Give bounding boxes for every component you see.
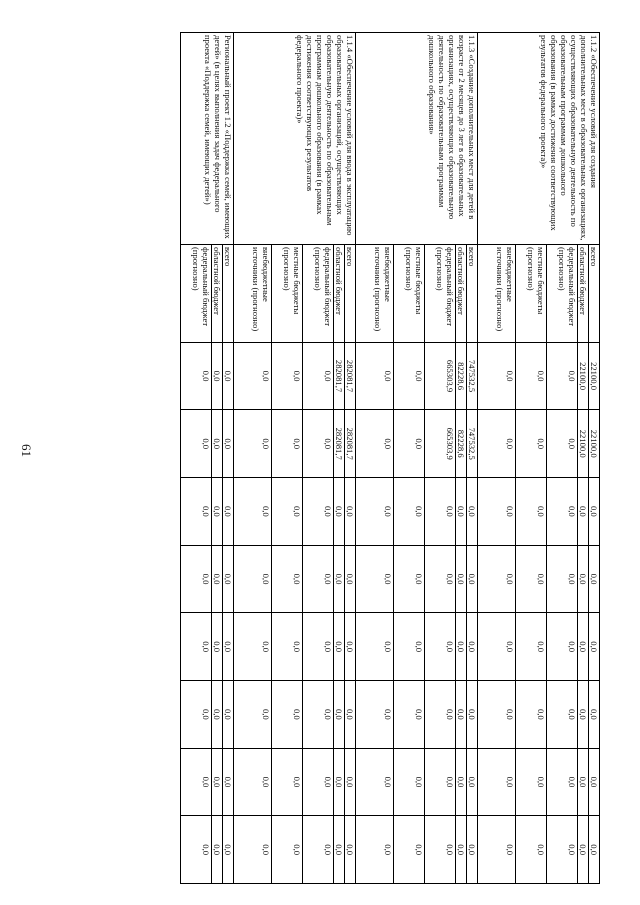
amount-cell: 0,0 [456,478,467,546]
amount-cell: 0,0 [467,680,478,748]
amount-cell: 0,0 [547,342,578,410]
amount-cell: 0,0 [334,680,345,748]
amount-cell: 0,0 [394,613,425,681]
amount-cell: 0,0 [589,680,600,748]
funding-source: федеральный бюджет (прогнозно) [181,244,212,342]
amount-cell: 0,0 [212,342,223,410]
amount-cell: 0,0 [467,478,478,546]
amount-cell: 0,0 [394,410,425,478]
amount-cell: 0,0 [425,680,456,748]
funding-source: областной бюджет [456,244,467,342]
amount-cell: 0,0 [589,816,600,884]
amount-cell: 0,0 [334,545,345,613]
funding-source: всего [345,244,356,342]
amount-cell: 0,0 [394,748,425,816]
amount-cell: 0,0 [394,478,425,546]
amount-cell: 0,0 [223,342,234,410]
amount-cell: 0,0 [272,478,303,546]
amount-cell: 0,0 [212,545,223,613]
amount-cell: 0,0 [334,613,345,681]
amount-cell: 0,0 [181,613,212,681]
amount-cell: 0,0 [272,545,303,613]
amount-cell: 0,0 [547,613,578,681]
amount-cell: 22100,0 [589,342,600,410]
amount-cell: 0,0 [425,478,456,546]
amount-cell: 0,0 [223,478,234,546]
measure-description: 1.1.4 «Обеспечение условий для ввода в эксплуатацию образовательных организаций, осуществляющих образовательную деятельность по образовательным программам дошкольного образования (в рамках достижения соответствующих результатов федерального проекта)» [234,33,356,245]
amount-cell: 0,0 [303,613,334,681]
amount-cell: 0,0 [516,680,547,748]
amount-cell: 0,0 [234,748,272,816]
amount-cell: 0,0 [478,545,516,613]
funding-source: областной бюджет [212,244,223,342]
amount-cell: 0,0 [356,680,394,748]
amount-cell: 0,0 [589,478,600,546]
amount-cell: 0,0 [181,478,212,546]
funding-source: внебюджетные источники (прогнозно) [356,244,394,342]
amount-cell: 0,0 [547,410,578,478]
amount-cell: 0,0 [467,816,478,884]
amount-cell: 0,0 [212,478,223,546]
measure-description: 1.1.3 «Создание дополнительных мест для детей в возрасте от 2 месяцев до 3 лет в образовательных организациях, осуществляющих образовательную деятельность по образовательным программам дошкольного образования» [356,33,478,245]
amount-cell: 0,0 [345,680,356,748]
funding-source: федеральный бюджет (прогнозно) [547,244,578,342]
amount-cell: 0,0 [272,748,303,816]
amount-cell: 0,0 [272,342,303,410]
amount-cell: 747532,5 [467,342,478,410]
amount-cell: 0,0 [223,748,234,816]
amount-cell: 22100,0 [578,410,589,478]
budget-table [180,32,600,884]
amount-cell: 0,0 [223,680,234,748]
amount-cell: 0,0 [345,748,356,816]
amount-cell: 0,0 [234,478,272,546]
amount-cell: 0,0 [234,680,272,748]
amount-cell: 0,0 [547,545,578,613]
amount-cell: 0,0 [272,816,303,884]
amount-cell: 0,0 [578,545,589,613]
amount-cell: 0,0 [394,545,425,613]
amount-cell: 0,0 [223,410,234,478]
amount-cell: 747532,5 [467,410,478,478]
amount-cell: 0,0 [394,680,425,748]
budget-table-body [181,33,600,884]
amount-cell: 0,0 [356,342,394,410]
amount-cell: 0,0 [303,748,334,816]
funding-source: местные бюджеты (прогнозно) [394,244,425,342]
amount-cell: 0,0 [589,613,600,681]
amount-cell: 0,0 [272,680,303,748]
amount-cell: 82228,6 [456,342,467,410]
table-row [467,33,478,884]
amount-cell: 0,0 [478,680,516,748]
amount-cell: 0,0 [589,545,600,613]
amount-cell: 0,0 [181,748,212,816]
amount-cell: 0,0 [223,613,234,681]
amount-cell: 0,0 [303,342,334,410]
amount-cell: 0,0 [345,613,356,681]
funding-source: областной бюджет [334,244,345,342]
amount-cell: 0,0 [334,478,345,546]
rotated-page [180,32,600,884]
amount-cell: 0,0 [234,342,272,410]
amount-cell: 0,0 [356,816,394,884]
amount-cell: 0,0 [589,748,600,816]
amount-cell: 0,0 [334,748,345,816]
amount-cell: 0,0 [181,680,212,748]
amount-cell: 0,0 [425,545,456,613]
amount-cell: 0,0 [234,816,272,884]
amount-cell: 0,0 [578,816,589,884]
amount-cell: 0,0 [516,613,547,681]
amount-cell: 0,0 [181,545,212,613]
funding-source: всего [467,244,478,342]
amount-cell: 0,0 [516,342,547,410]
table-row [223,33,234,884]
amount-cell: 0,0 [234,545,272,613]
amount-cell: 0,0 [516,410,547,478]
amount-cell: 0,0 [456,748,467,816]
amount-cell: 282081,7 [345,342,356,410]
page-number: 61 [19,444,34,457]
amount-cell: 0,0 [272,410,303,478]
amount-cell: 0,0 [356,613,394,681]
amount-cell: 0,0 [425,816,456,884]
table-row [345,33,356,884]
amount-cell: 0,0 [478,748,516,816]
amount-cell: 0,0 [516,478,547,546]
amount-cell: 0,0 [181,816,212,884]
amount-cell: 0,0 [212,613,223,681]
amount-cell: 22100,0 [578,342,589,410]
funding-source: внебюджетные источники (прогнозно) [478,244,516,342]
amount-cell: 0,0 [516,748,547,816]
amount-cell: 0,0 [212,816,223,884]
amount-cell: 0,0 [478,478,516,546]
amount-cell: 0,0 [456,545,467,613]
amount-cell: 0,0 [456,613,467,681]
amount-cell: 0,0 [478,816,516,884]
amount-cell: 282081,7 [334,410,345,478]
amount-cell: 0,0 [223,816,234,884]
amount-cell: 0,0 [456,816,467,884]
amount-cell: 22100,0 [589,410,600,478]
amount-cell: 0,0 [578,680,589,748]
amount-cell: 0,0 [272,613,303,681]
funding-source: всего [589,244,600,342]
amount-cell: 0,0 [547,680,578,748]
amount-cell: 0,0 [212,680,223,748]
amount-cell: 0,0 [345,545,356,613]
amount-cell: 0,0 [425,748,456,816]
amount-cell: 0,0 [234,613,272,681]
amount-cell: 0,0 [578,613,589,681]
amount-cell: 0,0 [467,613,478,681]
amount-cell: 0,0 [456,680,467,748]
amount-cell: 0,0 [478,410,516,478]
amount-cell: 0,0 [234,410,272,478]
amount-cell: 665303,9 [425,342,456,410]
amount-cell: 0,0 [516,545,547,613]
funding-source: внебюджетные источники (прогнозно) [234,244,272,342]
table-row [589,33,600,884]
amount-cell: 0,0 [356,478,394,546]
measure-description: Региональный проект 1.2 «Поддержка семей, имеющих детей» (в целях выполнения задач федерального проекта «Поддержка семей, имеющих детей») [181,33,234,245]
amount-cell: 0,0 [516,816,547,884]
amount-cell: 0,0 [356,748,394,816]
amount-cell: 0,0 [223,545,234,613]
amount-cell: 0,0 [547,816,578,884]
amount-cell: 0,0 [181,410,212,478]
amount-cell: 0,0 [578,478,589,546]
funding-source: местные бюджеты (прогнозно) [516,244,547,342]
amount-cell: 0,0 [394,816,425,884]
measure-description: 1.1.2 «Обеспечение условий для создания дополнительных мест в образовательных организациях, осуществляющих образовательную деятельность по образовательным программам дошкольного образования (в рамках достижения соответствующих результатов федерального проекта)» [478,33,600,245]
amount-cell: 0,0 [303,680,334,748]
amount-cell: 0,0 [356,545,394,613]
amount-cell: 82228,6 [456,410,467,478]
amount-cell: 0,0 [547,748,578,816]
amount-cell: 0,0 [478,613,516,681]
amount-cell: 0,0 [467,748,478,816]
amount-cell: 0,0 [334,816,345,884]
funding-source: федеральный бюджет (прогнозно) [425,244,456,342]
funding-source: всего [223,244,234,342]
amount-cell: 0,0 [303,410,334,478]
amount-cell: 665303,9 [425,410,456,478]
amount-cell: 0,0 [303,545,334,613]
funding-source: местные бюджеты (прогнозно) [272,244,303,342]
amount-cell: 0,0 [394,342,425,410]
amount-cell: 0,0 [578,748,589,816]
amount-cell: 282081,7 [345,410,356,478]
amount-cell: 0,0 [547,478,578,546]
amount-cell: 0,0 [356,410,394,478]
funding-source: областной бюджет [578,244,589,342]
amount-cell: 0,0 [181,342,212,410]
amount-cell: 0,0 [478,342,516,410]
amount-cell: 0,0 [212,748,223,816]
funding-source: федеральный бюджет (прогнозно) [303,244,334,342]
amount-cell: 0,0 [467,545,478,613]
amount-cell: 0,0 [303,478,334,546]
amount-cell: 0,0 [212,410,223,478]
amount-cell: 0,0 [425,613,456,681]
amount-cell: 0,0 [303,816,334,884]
amount-cell: 0,0 [345,816,356,884]
amount-cell: 0,0 [345,478,356,546]
amount-cell: 282081,7 [334,342,345,410]
